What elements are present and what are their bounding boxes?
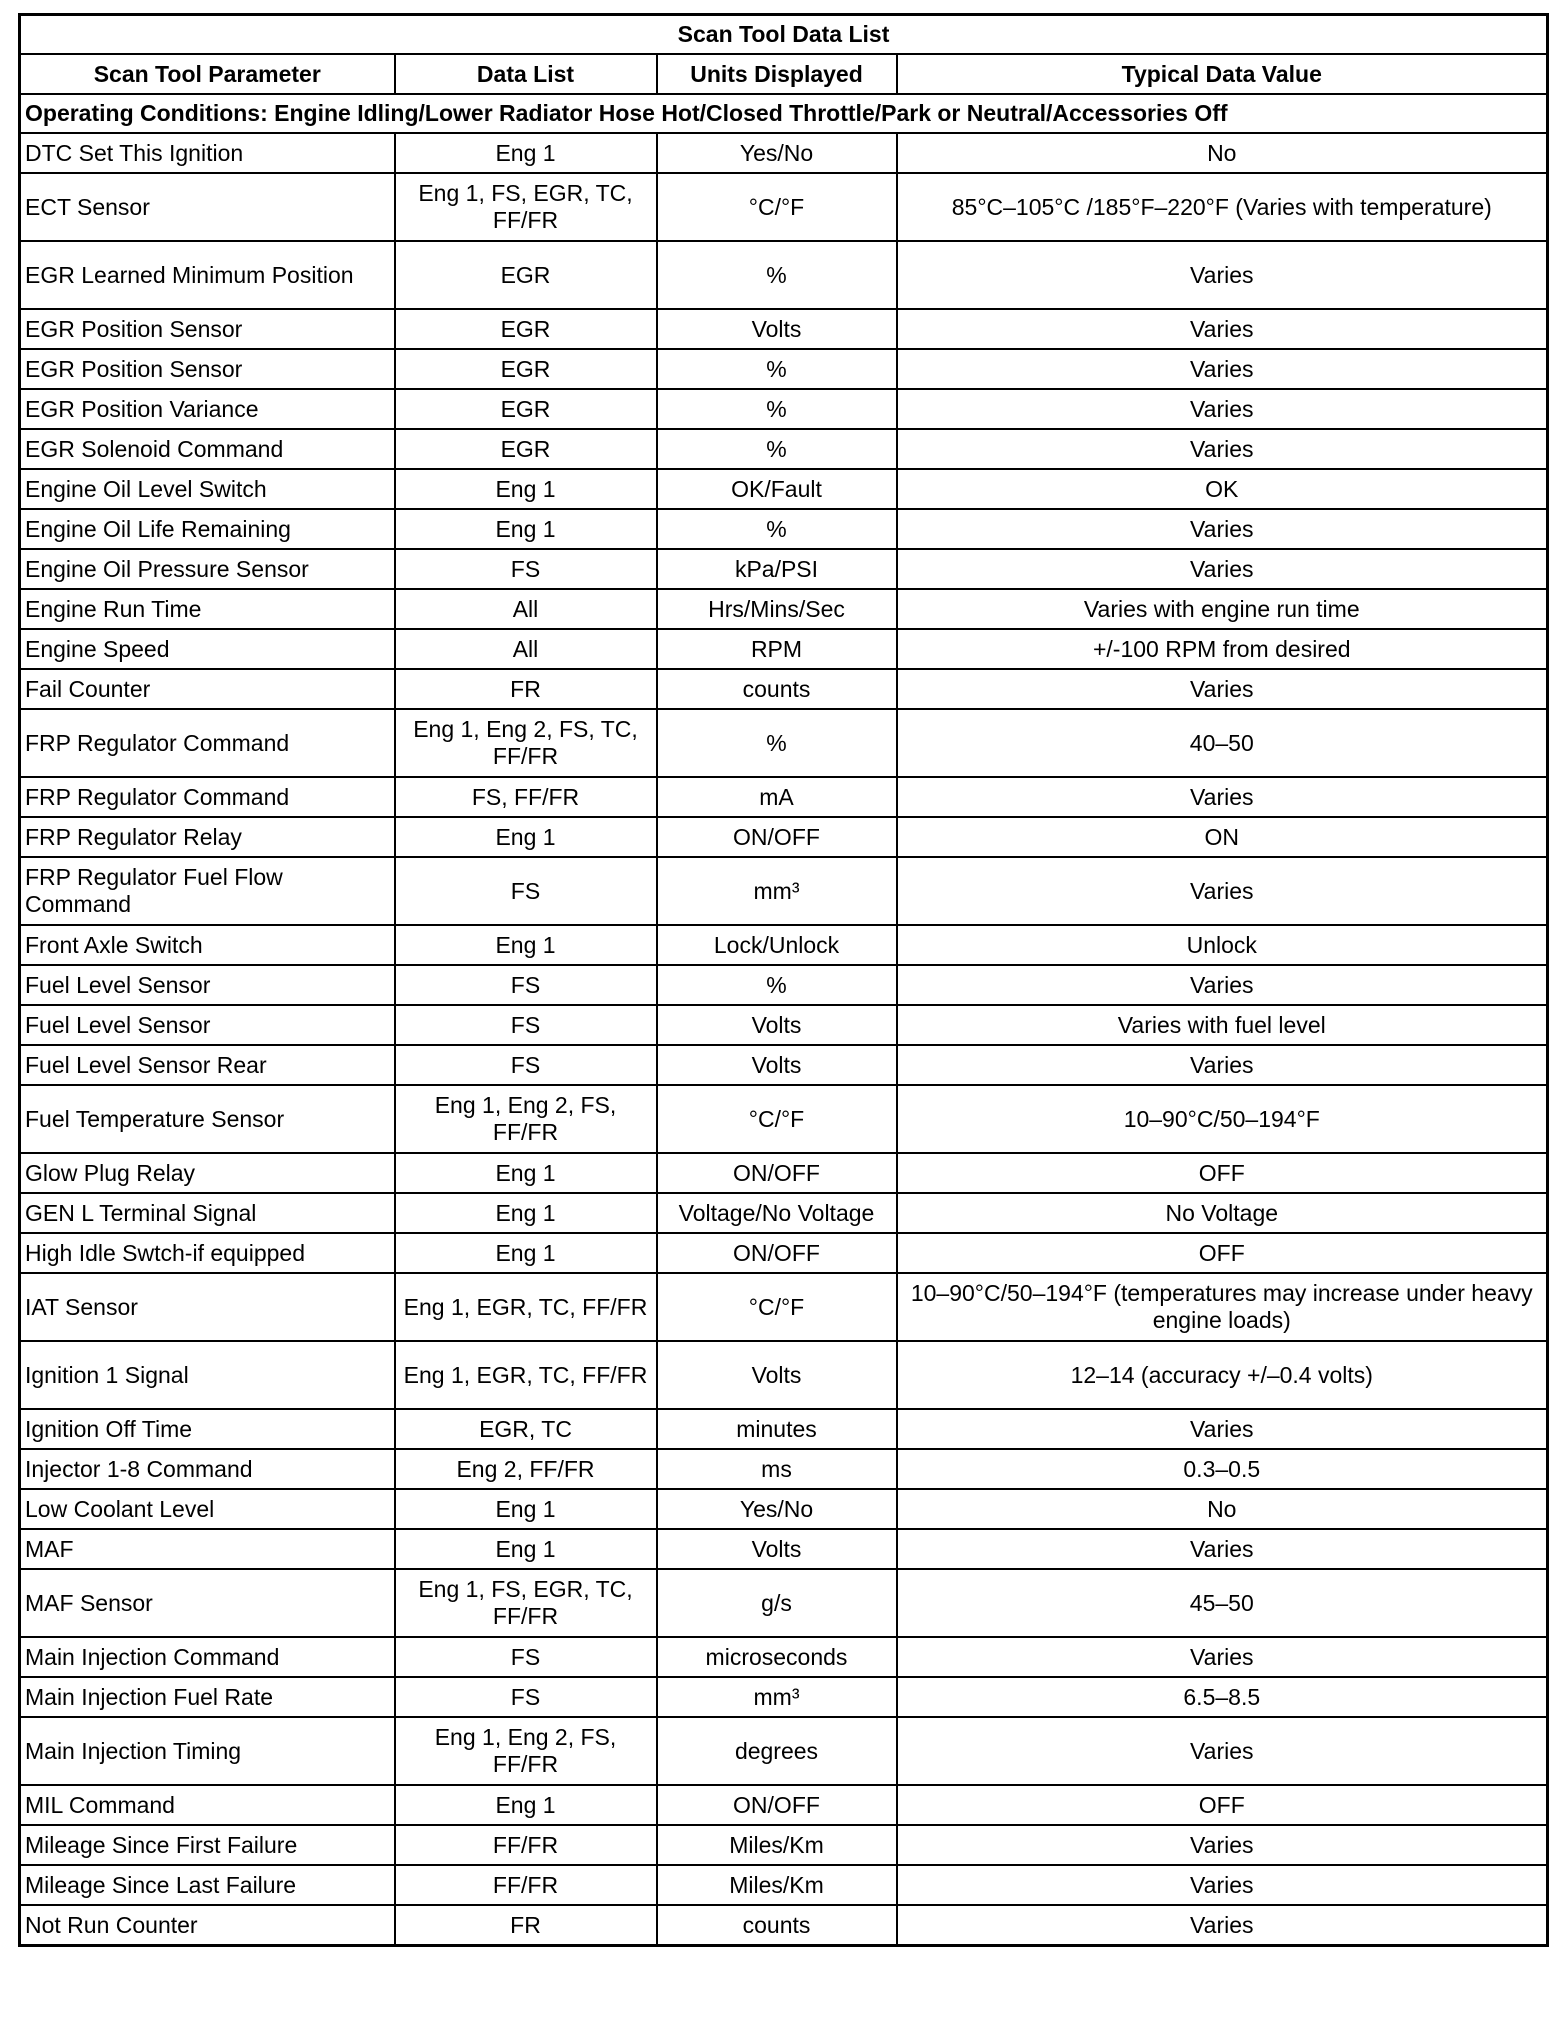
units-cell: microseconds — [657, 1637, 897, 1677]
typical-value-cell: No — [897, 1489, 1548, 1529]
data-list-cell: FS — [395, 1677, 657, 1717]
operating-conditions: Operating Conditions: Engine Idling/Lower Radiator Hose Hot/Closed Throttle/Park or Neutral/Accessories Off — [20, 94, 1548, 133]
typical-value-cell: No Voltage — [897, 1193, 1548, 1233]
table-row — [20, 349, 1548, 389]
param-cell: Fuel Level Sensor — [20, 965, 395, 1005]
param-cell: Engine Run Time — [20, 589, 395, 629]
table-row — [20, 1233, 1548, 1273]
param-cell: Main Injection Fuel Rate — [20, 1677, 395, 1717]
param-cell: Ignition Off Time — [20, 1409, 395, 1449]
units-cell: ms — [657, 1449, 897, 1489]
data-list-cell: EGR, TC — [395, 1409, 657, 1449]
units-cell: Yes/No — [657, 1489, 897, 1529]
param-cell: EGR Position Sensor — [20, 309, 395, 349]
typical-value-cell: Varies — [897, 509, 1548, 549]
param-cell: FRP Regulator Command — [20, 777, 395, 817]
units-cell: mm³ — [657, 857, 897, 925]
units-cell: % — [657, 389, 897, 429]
typical-value-cell: No — [897, 133, 1548, 173]
data-list-cell: EGR — [395, 241, 657, 309]
units-cell: degrees — [657, 1717, 897, 1785]
typical-value-cell: 6.5–8.5 — [897, 1677, 1548, 1717]
typical-value-cell: Varies — [897, 777, 1548, 817]
param-cell: Main Injection Command — [20, 1637, 395, 1677]
typical-value-cell: Unlock — [897, 925, 1548, 965]
units-cell: Yes/No — [657, 133, 897, 173]
param-cell: Ignition 1 Signal — [20, 1341, 395, 1409]
units-cell: Lock/Unlock — [657, 925, 897, 965]
table-row — [20, 817, 1548, 857]
data-list-cell: Eng 1, EGR, TC, FF/FR — [395, 1273, 657, 1341]
units-cell: °C/°F — [657, 1085, 897, 1153]
data-list-cell: Eng 1 — [395, 1489, 657, 1529]
header-typical-data-value: Typical Data Value — [897, 54, 1548, 94]
data-list-cell: Eng 1, Eng 2, FS, FF/FR — [395, 1717, 657, 1785]
units-cell: °C/°F — [657, 1273, 897, 1341]
param-cell: Engine Oil Level Switch — [20, 469, 395, 509]
table-row — [20, 1569, 1548, 1637]
table-row — [20, 669, 1548, 709]
data-list-cell: EGR — [395, 429, 657, 469]
units-cell: % — [657, 965, 897, 1005]
table-row — [20, 1273, 1548, 1341]
data-list-cell: Eng 1 — [395, 817, 657, 857]
data-list-cell: Eng 1 — [395, 1529, 657, 1569]
table-row — [20, 1717, 1548, 1785]
param-cell: FRP Regulator Relay — [20, 817, 395, 857]
typical-value-cell: 10–90°C/50–194°F (temperatures may increase under heavy engine loads) — [897, 1273, 1548, 1341]
table-row — [20, 241, 1548, 309]
table-row — [20, 589, 1548, 629]
typical-value-cell: OFF — [897, 1785, 1548, 1825]
units-cell: Miles/Km — [657, 1865, 897, 1905]
param-cell: Fail Counter — [20, 669, 395, 709]
typical-value-cell: Varies — [897, 1865, 1548, 1905]
table-row — [20, 173, 1548, 241]
param-cell: Low Coolant Level — [20, 1489, 395, 1529]
typical-value-cell: +/-100 RPM from desired — [897, 629, 1548, 669]
table-row — [20, 309, 1548, 349]
units-cell: counts — [657, 669, 897, 709]
units-cell: Miles/Km — [657, 1825, 897, 1865]
table-row — [20, 389, 1548, 429]
table-row — [20, 1905, 1548, 1946]
data-list-cell: Eng 1 — [395, 1153, 657, 1193]
table-row — [20, 1865, 1548, 1905]
data-list-cell: FS — [395, 857, 657, 925]
data-list-cell: FS — [395, 1045, 657, 1085]
table-row — [20, 549, 1548, 589]
data-list-cell: FR — [395, 1905, 657, 1946]
table-row — [20, 429, 1548, 469]
param-cell: DTC Set This Ignition — [20, 133, 395, 173]
typical-value-cell: 40–50 — [897, 709, 1548, 777]
data-list-cell: EGR — [395, 309, 657, 349]
data-list-cell: EGR — [395, 349, 657, 389]
typical-value-cell: 85°C–105°C /185°F–220°F (Varies with temperature) — [897, 173, 1548, 241]
param-cell: GEN L Terminal Signal — [20, 1193, 395, 1233]
table-row — [20, 1785, 1548, 1825]
param-cell: Injector 1-8 Command — [20, 1449, 395, 1489]
param-cell: MIL Command — [20, 1785, 395, 1825]
table-row — [20, 925, 1548, 965]
param-cell: FRP Regulator Fuel Flow Command — [20, 857, 395, 925]
param-cell: Main Injection Timing — [20, 1717, 395, 1785]
units-cell: °C/°F — [657, 173, 897, 241]
units-cell: g/s — [657, 1569, 897, 1637]
param-cell: IAT Sensor — [20, 1273, 395, 1341]
data-list-cell: Eng 1 — [395, 925, 657, 965]
data-list-cell: FS, FF/FR — [395, 777, 657, 817]
param-cell: EGR Position Variance — [20, 389, 395, 429]
table-row — [20, 1637, 1548, 1677]
table-row — [20, 1677, 1548, 1717]
param-cell: EGR Solenoid Command — [20, 429, 395, 469]
typical-value-cell: 12–14 (accuracy +/–0.4 volts) — [897, 1341, 1548, 1409]
units-cell: Volts — [657, 1529, 897, 1569]
scan-tool-data-table — [18, 13, 1549, 1947]
data-list-cell: EGR — [395, 389, 657, 429]
units-cell: % — [657, 509, 897, 549]
header-units-displayed: Units Displayed — [657, 54, 897, 94]
data-list-cell: FF/FR — [395, 1865, 657, 1905]
data-list-cell: Eng 1 — [395, 469, 657, 509]
param-cell: Engine Oil Pressure Sensor — [20, 549, 395, 589]
units-cell: ON/OFF — [657, 817, 897, 857]
data-list-cell: Eng 2, FF/FR — [395, 1449, 657, 1489]
data-list-cell: Eng 1, FS, EGR, TC, FF/FR — [395, 173, 657, 241]
data-list-cell: Eng 1 — [395, 1193, 657, 1233]
typical-value-cell: Varies — [897, 965, 1548, 1005]
param-cell: MAF — [20, 1529, 395, 1569]
typical-value-cell: Varies — [897, 857, 1548, 925]
param-cell: Fuel Level Sensor — [20, 1005, 395, 1045]
typical-value-cell: Varies — [897, 349, 1548, 389]
typical-value-cell: Varies — [897, 1825, 1548, 1865]
param-cell: Mileage Since Last Failure — [20, 1865, 395, 1905]
param-cell: Glow Plug Relay — [20, 1153, 395, 1193]
data-list-cell: FF/FR — [395, 1825, 657, 1865]
table-row — [20, 1825, 1548, 1865]
param-cell: EGR Learned Minimum Position — [20, 241, 395, 309]
table-row — [20, 1005, 1548, 1045]
units-cell: Volts — [657, 1005, 897, 1045]
data-list-cell: Eng 1 — [395, 1785, 657, 1825]
typical-value-cell: Varies — [897, 241, 1548, 309]
units-cell: Voltage/No Voltage — [657, 1193, 897, 1233]
scan-tool-data-document — [18, 13, 1549, 1947]
data-list-cell: Eng 1 — [395, 1233, 657, 1273]
typical-value-cell: 10–90°C/50–194°F — [897, 1085, 1548, 1153]
param-cell: ECT Sensor — [20, 173, 395, 241]
units-cell: mm³ — [657, 1677, 897, 1717]
param-cell: Fuel Temperature Sensor — [20, 1085, 395, 1153]
typical-value-cell: 0.3–0.5 — [897, 1449, 1548, 1489]
table-row — [20, 1409, 1548, 1449]
typical-value-cell: Varies — [897, 1717, 1548, 1785]
param-cell: Mileage Since First Failure — [20, 1825, 395, 1865]
param-cell: Not Run Counter — [20, 1905, 395, 1946]
units-cell: Volts — [657, 1341, 897, 1409]
header-data-list: Data List — [395, 54, 657, 94]
data-list-cell: FR — [395, 669, 657, 709]
table-row — [20, 1153, 1548, 1193]
table-row — [20, 1045, 1548, 1085]
typical-value-cell: Varies — [897, 429, 1548, 469]
data-list-cell: Eng 1, EGR, TC, FF/FR — [395, 1341, 657, 1409]
units-cell: OK/Fault — [657, 469, 897, 509]
units-cell: Volts — [657, 309, 897, 349]
typical-value-cell: OFF — [897, 1233, 1548, 1273]
typical-value-cell: Varies with engine run time — [897, 589, 1548, 629]
units-cell: % — [657, 709, 897, 777]
data-list-cell: All — [395, 629, 657, 669]
table-row — [20, 1085, 1548, 1153]
data-list-cell: All — [395, 589, 657, 629]
data-list-cell: Eng 1 — [395, 509, 657, 549]
data-list-cell: Eng 1, Eng 2, FS, FF/FR — [395, 1085, 657, 1153]
param-cell: Engine Speed — [20, 629, 395, 669]
table-row — [20, 1341, 1548, 1409]
typical-value-cell: Varies — [897, 1905, 1548, 1946]
typical-value-cell: OFF — [897, 1153, 1548, 1193]
typical-value-cell: Varies with fuel level — [897, 1005, 1548, 1045]
data-list-cell: FS — [395, 965, 657, 1005]
table-row — [20, 965, 1548, 1005]
table-row — [20, 133, 1548, 173]
data-list-cell: FS — [395, 1637, 657, 1677]
typical-value-cell: Varies — [897, 309, 1548, 349]
table-body — [20, 133, 1548, 1946]
units-cell: % — [657, 349, 897, 389]
units-cell: kPa/PSI — [657, 549, 897, 589]
table-row — [20, 1193, 1548, 1233]
typical-value-cell: OK — [897, 469, 1548, 509]
units-cell: Hrs/Mins/Sec — [657, 589, 897, 629]
units-cell: % — [657, 429, 897, 469]
table-row — [20, 1489, 1548, 1529]
units-cell: mA — [657, 777, 897, 817]
units-cell: Volts — [657, 1045, 897, 1085]
typical-value-cell: Varies — [897, 1045, 1548, 1085]
table-row — [20, 629, 1548, 669]
header-scan-tool-parameter: Scan Tool Parameter — [20, 54, 395, 94]
units-cell: minutes — [657, 1409, 897, 1449]
typical-value-cell: Varies — [897, 1529, 1548, 1569]
data-list-cell: FS — [395, 1005, 657, 1045]
table-row — [20, 777, 1548, 817]
typical-value-cell: Varies — [897, 389, 1548, 429]
table-row — [20, 469, 1548, 509]
param-cell: EGR Position Sensor — [20, 349, 395, 389]
table-title: Scan Tool Data List — [20, 15, 1548, 55]
param-cell: High Idle Swtch-if equipped — [20, 1233, 395, 1273]
typical-value-cell: Varies — [897, 549, 1548, 589]
data-list-cell: FS — [395, 549, 657, 589]
units-cell: % — [657, 241, 897, 309]
typical-value-cell: 45–50 — [897, 1569, 1548, 1637]
table-row — [20, 857, 1548, 925]
param-cell: Fuel Level Sensor Rear — [20, 1045, 395, 1085]
typical-value-cell: ON — [897, 817, 1548, 857]
typical-value-cell: Varies — [897, 669, 1548, 709]
param-cell: FRP Regulator Command — [20, 709, 395, 777]
table-row — [20, 509, 1548, 549]
units-cell: ON/OFF — [657, 1785, 897, 1825]
units-cell: ON/OFF — [657, 1153, 897, 1193]
data-list-cell: Eng 1 — [395, 133, 657, 173]
param-cell: MAF Sensor — [20, 1569, 395, 1637]
param-cell: Engine Oil Life Remaining — [20, 509, 395, 549]
data-list-cell: Eng 1, FS, EGR, TC, FF/FR — [395, 1569, 657, 1637]
typical-value-cell: Varies — [897, 1637, 1548, 1677]
table-row — [20, 1449, 1548, 1489]
units-cell: counts — [657, 1905, 897, 1946]
units-cell: RPM — [657, 629, 897, 669]
data-list-cell: Eng 1, Eng 2, FS, TC, FF/FR — [395, 709, 657, 777]
table-row — [20, 709, 1548, 777]
units-cell: ON/OFF — [657, 1233, 897, 1273]
table-row — [20, 1529, 1548, 1569]
typical-value-cell: Varies — [897, 1409, 1548, 1449]
param-cell: Front Axle Switch — [20, 925, 395, 965]
